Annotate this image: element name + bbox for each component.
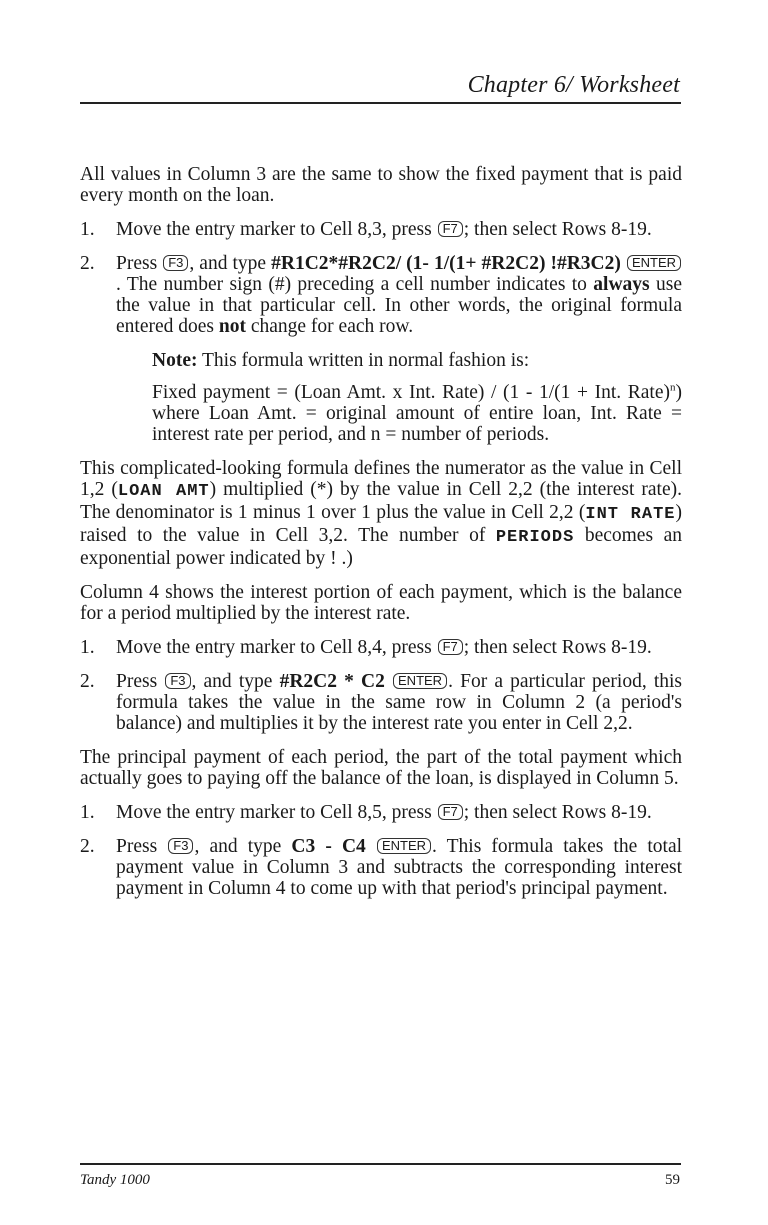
step-2-group-2 — [80, 671, 682, 734]
f7-key: F7 — [438, 639, 463, 655]
intro-paragraph: All values in Column 3 are the same to show the fixed payment that is paid every month on the loan. — [80, 164, 682, 206]
step-number: 1. — [80, 802, 95, 823]
chapter-header: Chapter 6/ Worksheet — [467, 72, 680, 98]
explain-text: This complicated-looking formula defines the numerator as the value in Cell 1,2 ( — [80, 458, 682, 500]
step-1-group-1 — [80, 219, 682, 240]
step-text: change for each row. — [245, 316, 414, 337]
page-number: 59 — [665, 1172, 680, 1188]
step-1-group-2 — [80, 637, 682, 658]
step-text: ; then select Rows 8-19. — [463, 802, 652, 823]
step-number: 1. — [80, 637, 95, 658]
step-text: , and type — [194, 836, 292, 857]
step-text: . This formula takes the total payment value in Column 3 and subtracts the corresponding interest payment in Column 4 to come up with that period's principal payment. — [116, 836, 683, 899]
enter-key: ENTER — [393, 673, 447, 689]
note-label: Note: — [152, 350, 198, 371]
step-number: 2. — [80, 253, 95, 274]
step-number: 1. — [80, 219, 95, 240]
explain-text: ) multiplied (*) by the value in Cell 2,2 (the interest rate). The denominator is 1 minus 1 over 1 plus the value in Cell 2,2 ( — [80, 479, 682, 523]
step-number: 2. — [80, 836, 95, 857]
emphasis-always: always — [593, 274, 650, 295]
step-text: use the value in that particular cell. In other words, the original formula entered does — [116, 274, 682, 337]
loan-amt-label: LOAN AMT — [117, 482, 210, 501]
step-text: Press — [116, 253, 163, 274]
f3-key: F3 — [165, 673, 190, 689]
f7-key: F7 — [438, 804, 463, 820]
step-number: 2. — [80, 671, 95, 692]
step-text: , and type — [191, 671, 280, 692]
header-rule — [80, 102, 681, 104]
emphasis-not: not — [218, 316, 246, 337]
enter-key: ENTER — [627, 255, 681, 271]
step-2-group-1 — [80, 253, 682, 337]
footer-publication: Tandy 1000 — [80, 1172, 150, 1188]
explanation-paragraph — [80, 458, 682, 569]
step-text: Move the entry marker to Cell 8,3, press — [116, 219, 437, 240]
column-5-paragraph: The principal payment of each period, the part of the total payment which actually goes to paying off the balance of the loan, is displayed in Column 5. — [80, 747, 682, 789]
int-rate-label: INT RATE — [585, 505, 676, 524]
note-block — [152, 350, 682, 445]
f3-key: F3 — [163, 255, 188, 271]
step-text: ; then select Rows 8-19. — [463, 637, 652, 658]
f7-key: F7 — [438, 221, 463, 237]
formula: #R2C2 * C2 — [279, 671, 385, 692]
step-text: , and type — [189, 253, 272, 274]
step-text: ; then select Rows 8-19. — [463, 219, 652, 240]
step-text: Move the entry marker to Cell 8,5, press — [116, 802, 437, 823]
page-body — [80, 164, 682, 912]
step-text: . For a particular period, this formula takes the value in the same row in Column 2 (a period's balance) and multiplies it by the interest rate you enter in Cell 2,2. — [116, 671, 683, 734]
note-formula: ) where Loan Amt. = original amount of entire loan, Int. Rate = interest rate per period, and n = number of periods. — [152, 382, 682, 445]
formula: #R1C2*#R2C2/ (1- 1/(1+ #R2C2) !#R3C2) — [271, 253, 621, 274]
step-text: Press — [116, 671, 165, 692]
column-4-paragraph: Column 4 shows the interest portion of each payment, which is the balance for a period multiplied by the interest rate. — [80, 582, 682, 624]
step-text: Press — [116, 836, 168, 857]
step-text: . The number sign (#) preceding a cell number indicates to — [116, 274, 594, 295]
note-formula: Fixed payment = (Loan Amt. x Int. Rate) / (1 - 1/(1 + Int. Rate) — [152, 382, 670, 403]
f3-key: F3 — [168, 838, 193, 854]
explain-text: becomes an exponential power indicated by ! .) — [80, 525, 682, 569]
periods-label: PERIODS — [495, 528, 575, 547]
formula: C3 - C4 — [291, 836, 366, 857]
note-text: This formula written in normal fashion is: — [197, 350, 530, 371]
step-1-group-3 — [80, 802, 682, 823]
enter-key: ENTER — [377, 838, 431, 854]
explain-text: ) raised to the value in Cell 3,2. The number of — [80, 502, 682, 546]
step-2-group-3 — [80, 836, 682, 899]
step-text: Move the entry marker to Cell 8,4, press — [116, 637, 437, 658]
exponent: n — [670, 381, 676, 394]
footer-rule — [80, 1163, 681, 1165]
